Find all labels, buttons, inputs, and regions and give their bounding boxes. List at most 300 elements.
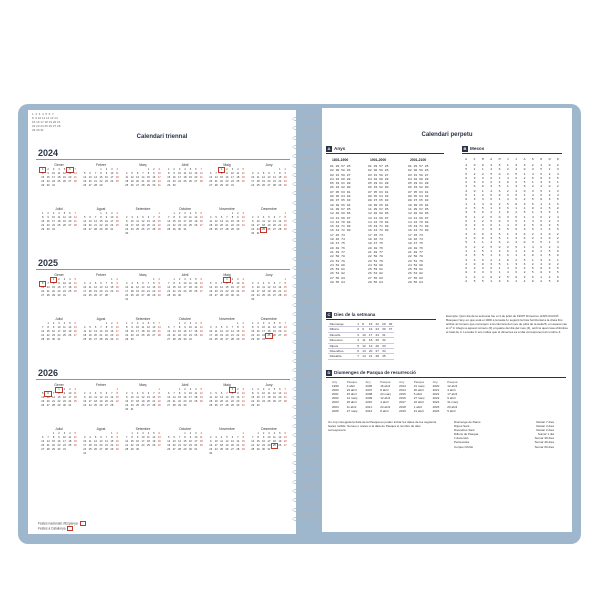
weekday-num: 28 [375, 354, 379, 359]
day: 1 [147, 168, 150, 171]
easter-cell: 12 abril [380, 396, 391, 401]
month-code: 6 [548, 257, 551, 262]
month-code: 4 [465, 188, 468, 193]
day: 27 [220, 227, 223, 231]
day: 5 [268, 281, 270, 285]
month-code: 2 [473, 244, 476, 249]
day: 28 [272, 183, 276, 187]
day: 19 [272, 329, 276, 333]
day: 13 [99, 439, 103, 443]
day: 16 [57, 285, 61, 289]
day: 27 [167, 403, 171, 407]
day: 23 [110, 333, 114, 337]
month-block [250, 317, 288, 353]
day: 8 [105, 325, 108, 329]
day: 21 [225, 223, 229, 227]
day: 14 [167, 219, 171, 223]
day: 5 [74, 432, 76, 435]
month-code: 1 [531, 210, 534, 215]
day: 1 [167, 168, 170, 171]
day: 6 [220, 391, 223, 395]
day: 25 [199, 443, 203, 447]
day: 26 [220, 337, 223, 341]
month-code: 2 [523, 197, 526, 202]
day: 9 [116, 281, 118, 285]
month-code: 3 [498, 248, 501, 253]
month-name: Juny [265, 163, 273, 167]
month-code: 5 [540, 188, 543, 193]
day: 10 [68, 391, 72, 395]
day: 14 [152, 395, 156, 399]
month-block [166, 273, 204, 309]
day: 23 [57, 289, 61, 293]
day: 2 [257, 388, 259, 391]
day: 16 [172, 175, 176, 179]
day: 13 [283, 435, 287, 439]
day: 12 [209, 285, 213, 289]
day: 24 [256, 293, 260, 297]
day: 23 [104, 179, 108, 183]
day: 23 [152, 179, 156, 183]
month-code: 0 [556, 279, 559, 284]
easter-cell: 5 abril [413, 392, 422, 397]
month-code: 1 [465, 274, 468, 279]
month-code: 0 [465, 175, 468, 180]
day: 14 [52, 395, 55, 399]
feast-name: Dilluns de Pasqua [454, 432, 479, 437]
day: 29 [172, 227, 176, 231]
month-block [82, 317, 120, 353]
day: 15 [230, 219, 234, 223]
month-code: 4 [506, 270, 509, 275]
day: 21 [99, 333, 103, 337]
day: 24 [178, 179, 181, 183]
day: 7 [125, 435, 128, 439]
day: 11 [130, 285, 134, 289]
day: 20 [214, 289, 218, 293]
day: 3 [195, 432, 197, 435]
day: 25 [194, 333, 198, 337]
years-column-1: 01 29 57 85 02 30 58 86 03 31 59 87 04 32 60 88 05 33 61 89 06 34 62 90 07 35 63 91 08 36 64 92 09 37 65 93 10 38 66 94 11 39 67 95 12 40 68 96 13 41 69 97 14 42 70 98 15 43 71 99 16 44 72 00 17 45 73 18 46 74 19 47 75 20 48 76 21 49 77 22 50 78 23 51 79 24 52 80 25 53 81 26 54 82 27 55 83 28 56 84 [330, 164, 351, 285]
day: 7 [147, 281, 150, 285]
day: 2 [52, 322, 55, 325]
day: 22 [183, 443, 187, 447]
catalonia-holiday-swatch [67, 526, 73, 531]
day: 6 [147, 215, 150, 219]
day: 27 [214, 293, 218, 297]
month-code: 0 [515, 227, 518, 232]
day: 27 [141, 293, 145, 297]
day: 11 [189, 281, 192, 285]
day: 20 [167, 333, 171, 337]
day: 5 [242, 168, 244, 171]
day: 23 [83, 403, 87, 407]
day: 12 [214, 219, 218, 223]
day: 28 [230, 337, 234, 341]
day: 27 [272, 227, 276, 231]
month-code: 0 [481, 163, 484, 167]
month-code: 3 [548, 175, 551, 180]
month-code: 4 [490, 240, 493, 245]
month-code: 0 [515, 274, 518, 279]
day: 15 [130, 439, 134, 443]
day: 16 [178, 285, 181, 289]
day: 6 [74, 322, 76, 325]
month-code: 4 [498, 210, 501, 215]
day: 23 [283, 179, 287, 183]
month-code: 6 [515, 197, 518, 202]
day: 5 [94, 435, 97, 439]
day: 17 [83, 443, 87, 447]
weekday-num: 33 [382, 343, 386, 348]
day: 11 [83, 329, 87, 333]
day: 6 [47, 391, 49, 395]
day: 19 [199, 329, 203, 333]
day: 19 [83, 179, 87, 183]
day: 7 [153, 391, 155, 395]
day: 5 [189, 168, 192, 171]
day: 19 [194, 285, 198, 289]
month-code: 0 [473, 188, 476, 193]
day: 4 [268, 388, 270, 391]
month-code: 5 [548, 279, 551, 284]
month-code: 5 [490, 214, 493, 219]
day: 11 [209, 395, 213, 399]
day: 28 [73, 223, 77, 227]
day: 1 [131, 432, 133, 435]
day: 19 [62, 175, 66, 179]
month-code: 3 [548, 223, 551, 228]
month-days [250, 432, 288, 452]
day: 22 [130, 443, 134, 447]
month-days [250, 278, 288, 301]
day: 9 [105, 171, 108, 175]
month-code: 2 [556, 163, 559, 167]
day: 21 [236, 443, 240, 447]
day: 17 [251, 179, 255, 183]
day: 31 [130, 407, 134, 411]
month-code: 4 [531, 193, 534, 198]
day: 25 [88, 447, 92, 451]
month-name: Febrer [96, 383, 106, 387]
day: 23 [183, 399, 187, 403]
day: 27 [99, 447, 103, 451]
day: 1 [242, 432, 244, 435]
day: 29 [251, 337, 255, 341]
day: 28 [199, 179, 203, 183]
weekday-num: 4 [357, 338, 360, 343]
day: 29 [230, 227, 234, 231]
day: 27 [278, 399, 282, 403]
day: 14 [236, 439, 240, 443]
day: 17 [209, 333, 213, 337]
day: 19 [267, 289, 271, 293]
month-days [40, 278, 78, 298]
spiral-coil [292, 163, 324, 169]
spiral-coil [292, 386, 324, 392]
day: 16 [262, 439, 265, 443]
month-letter: O [540, 157, 543, 161]
movable-feast-row [454, 445, 554, 449]
month-name: Setembre [135, 207, 151, 211]
day: 29 [157, 403, 161, 407]
month-code: 6 [481, 210, 484, 215]
month-code: 2 [481, 214, 484, 219]
spiral-coil [292, 469, 324, 475]
day: 26 [241, 179, 245, 183]
spiral-coil [292, 302, 324, 308]
day: 4 [83, 325, 86, 329]
day: 9 [52, 325, 55, 329]
month-days [250, 212, 288, 235]
spiral-coil [292, 293, 324, 299]
month-days [82, 212, 120, 232]
easter-cell: 16 abril [413, 400, 424, 405]
day: 26 [152, 443, 156, 447]
spiral-coil [292, 516, 324, 522]
easter-cell: 2013 [399, 384, 406, 389]
day: 3 [178, 168, 181, 171]
day: 25 [57, 223, 61, 227]
month-days [124, 168, 162, 188]
day: 16 [125, 223, 129, 227]
day: 8 [47, 325, 49, 329]
day: 18 [262, 223, 265, 227]
day: 28 [125, 447, 129, 451]
month-code: 2 [523, 266, 526, 271]
feast-offset: Sumar 1 dia [537, 432, 554, 437]
day: 26 [83, 227, 87, 231]
month-code: 1 [515, 248, 518, 253]
month-code: 1 [498, 197, 501, 202]
day: 24 [183, 223, 187, 227]
day: 26 [225, 447, 229, 451]
day: 6 [215, 281, 217, 285]
easter-cell: 4 abril [447, 388, 456, 393]
day: 11 [147, 435, 150, 439]
day: 12 [83, 219, 87, 223]
day: 30 [157, 293, 161, 297]
easter-cell: 2002 [332, 396, 339, 401]
day: 15 [41, 175, 45, 179]
day: 20 [41, 443, 45, 447]
month-code: 2 [515, 180, 518, 185]
day: 8 [147, 171, 150, 175]
day: 27 [199, 289, 203, 293]
day: 6 [226, 325, 228, 329]
month-block [40, 383, 78, 419]
day: 22 [220, 179, 223, 183]
day: 21 [199, 175, 203, 179]
day: 23 [115, 443, 119, 447]
day: 4 [268, 322, 270, 325]
day: 27 [68, 223, 72, 227]
day: 2 [237, 212, 239, 215]
day: 3 [52, 168, 55, 171]
day: 10 [256, 219, 260, 223]
day: 11 [262, 219, 265, 223]
month-code: 4 [473, 248, 476, 253]
day: 5 [273, 388, 276, 391]
day: 5 [273, 322, 276, 325]
month-code: 5 [490, 193, 493, 198]
month-days [166, 168, 204, 188]
day: 17 [262, 329, 265, 333]
day: 23 [136, 443, 139, 447]
day: 10 [230, 171, 234, 175]
day: 1 [231, 388, 234, 391]
day: 4 [74, 388, 76, 391]
day: 20 [272, 289, 276, 293]
feast-name: Divendres Sant [454, 428, 475, 433]
day: 9 [116, 435, 118, 439]
day: 20 [141, 289, 145, 293]
month-code: 3 [531, 188, 534, 193]
day: 10 [262, 391, 265, 395]
spiral-coil [292, 153, 324, 159]
day: 9 [257, 325, 259, 329]
day: 5 [215, 391, 217, 395]
day: 21 [167, 223, 171, 227]
day: 16 [183, 395, 187, 399]
day: 29 [52, 447, 55, 451]
month-code: 2 [523, 223, 526, 228]
month-code: 5 [523, 210, 526, 215]
day: 21 [94, 179, 97, 183]
day: 25 [209, 227, 213, 231]
day: 12 [272, 391, 276, 395]
month-days [40, 168, 78, 188]
day: 24 [88, 403, 92, 407]
day: 14 [157, 325, 161, 329]
day: 29 [178, 403, 181, 407]
day: 6 [100, 281, 102, 285]
day: 24 [130, 227, 134, 231]
month-block [40, 273, 78, 309]
day: 15 [157, 219, 161, 223]
day: 3 [63, 432, 66, 435]
right-page-perpetual-calendar [322, 108, 572, 532]
range-2001-2100: 2001-2100 [410, 158, 427, 162]
month-code: 1 [506, 163, 509, 167]
month-code: 5 [498, 236, 501, 241]
day: 17 [183, 219, 187, 223]
day: 25 [141, 333, 145, 337]
month-code: 1 [523, 218, 526, 223]
day: 16 [251, 223, 255, 227]
day: 9 [178, 215, 181, 219]
month-code: 0 [523, 167, 526, 172]
day: 12 [272, 325, 276, 329]
month-name: Desembre [261, 427, 277, 431]
month-code: 0 [490, 227, 493, 232]
day: 28 [104, 293, 108, 297]
day: 21 [94, 223, 97, 227]
month-code: 5 [515, 193, 518, 198]
month-code: 1 [498, 270, 501, 275]
day: 1 [284, 212, 286, 215]
month-name: Juny [265, 273, 273, 277]
month-code: 4 [556, 171, 559, 176]
day: 7 [142, 171, 144, 175]
month-days [82, 388, 120, 408]
day: 20 [199, 285, 203, 289]
day: 15 [283, 219, 287, 223]
day: 2 [153, 168, 155, 171]
day: 14 [73, 171, 77, 175]
month-code: 1 [481, 188, 484, 193]
month-block [124, 427, 162, 463]
day: 23 [125, 403, 129, 407]
day: 10 [262, 325, 265, 329]
day: 31 [52, 227, 55, 231]
weekday-num: 18 [368, 338, 373, 343]
day: 12 [130, 175, 134, 179]
day: 15 [57, 395, 61, 399]
day: 13 [220, 395, 223, 399]
month-code: 5 [556, 266, 559, 271]
month-block [124, 317, 162, 353]
day: 30 [152, 183, 156, 187]
day: 9 [257, 391, 259, 395]
day: 3 [58, 322, 60, 325]
day: 4 [136, 215, 139, 219]
month-code: 5 [515, 244, 518, 249]
day: 26 [136, 293, 139, 297]
month-code: 4 [531, 171, 534, 176]
month-code: 2 [481, 193, 484, 198]
day: 8 [100, 171, 102, 175]
month-code: 4 [473, 201, 476, 206]
day: 25 [88, 293, 92, 297]
month-code: 0 [473, 163, 476, 167]
day: 24 [251, 183, 255, 187]
day: 19 [220, 333, 223, 337]
easter-cell: 8 abril [380, 408, 389, 413]
day: 29 [283, 227, 287, 231]
day: 22 [283, 289, 287, 293]
day: 30 [178, 293, 181, 297]
day: 8 [41, 215, 44, 219]
month-code: 2 [506, 188, 509, 193]
day: 29 [52, 293, 55, 297]
day: 16 [46, 219, 50, 223]
month-code: 2 [531, 261, 534, 266]
month-code: 5 [531, 223, 534, 228]
day: 11 [236, 171, 240, 175]
easter-cell: 15 abril [346, 392, 357, 397]
day: 14 [225, 395, 229, 399]
day: 4 [215, 325, 217, 329]
day: 4 [147, 432, 150, 435]
month-code: 6 [498, 188, 501, 193]
month-name: Novembre [219, 207, 235, 211]
day: 26 [130, 183, 134, 187]
day: 7 [273, 171, 276, 175]
day: 4 [262, 281, 265, 285]
day: 26 [41, 403, 45, 407]
month-code: 5 [556, 270, 559, 275]
day: 29 [146, 183, 150, 187]
weekday-num: 25 [375, 338, 379, 343]
month-code: 4 [465, 261, 468, 266]
day: 28 [283, 333, 287, 337]
day: 26 [94, 447, 97, 451]
day: 9 [184, 325, 186, 329]
day: 30 [46, 183, 50, 187]
day: 7 [178, 435, 181, 439]
day: 22 [230, 223, 234, 227]
